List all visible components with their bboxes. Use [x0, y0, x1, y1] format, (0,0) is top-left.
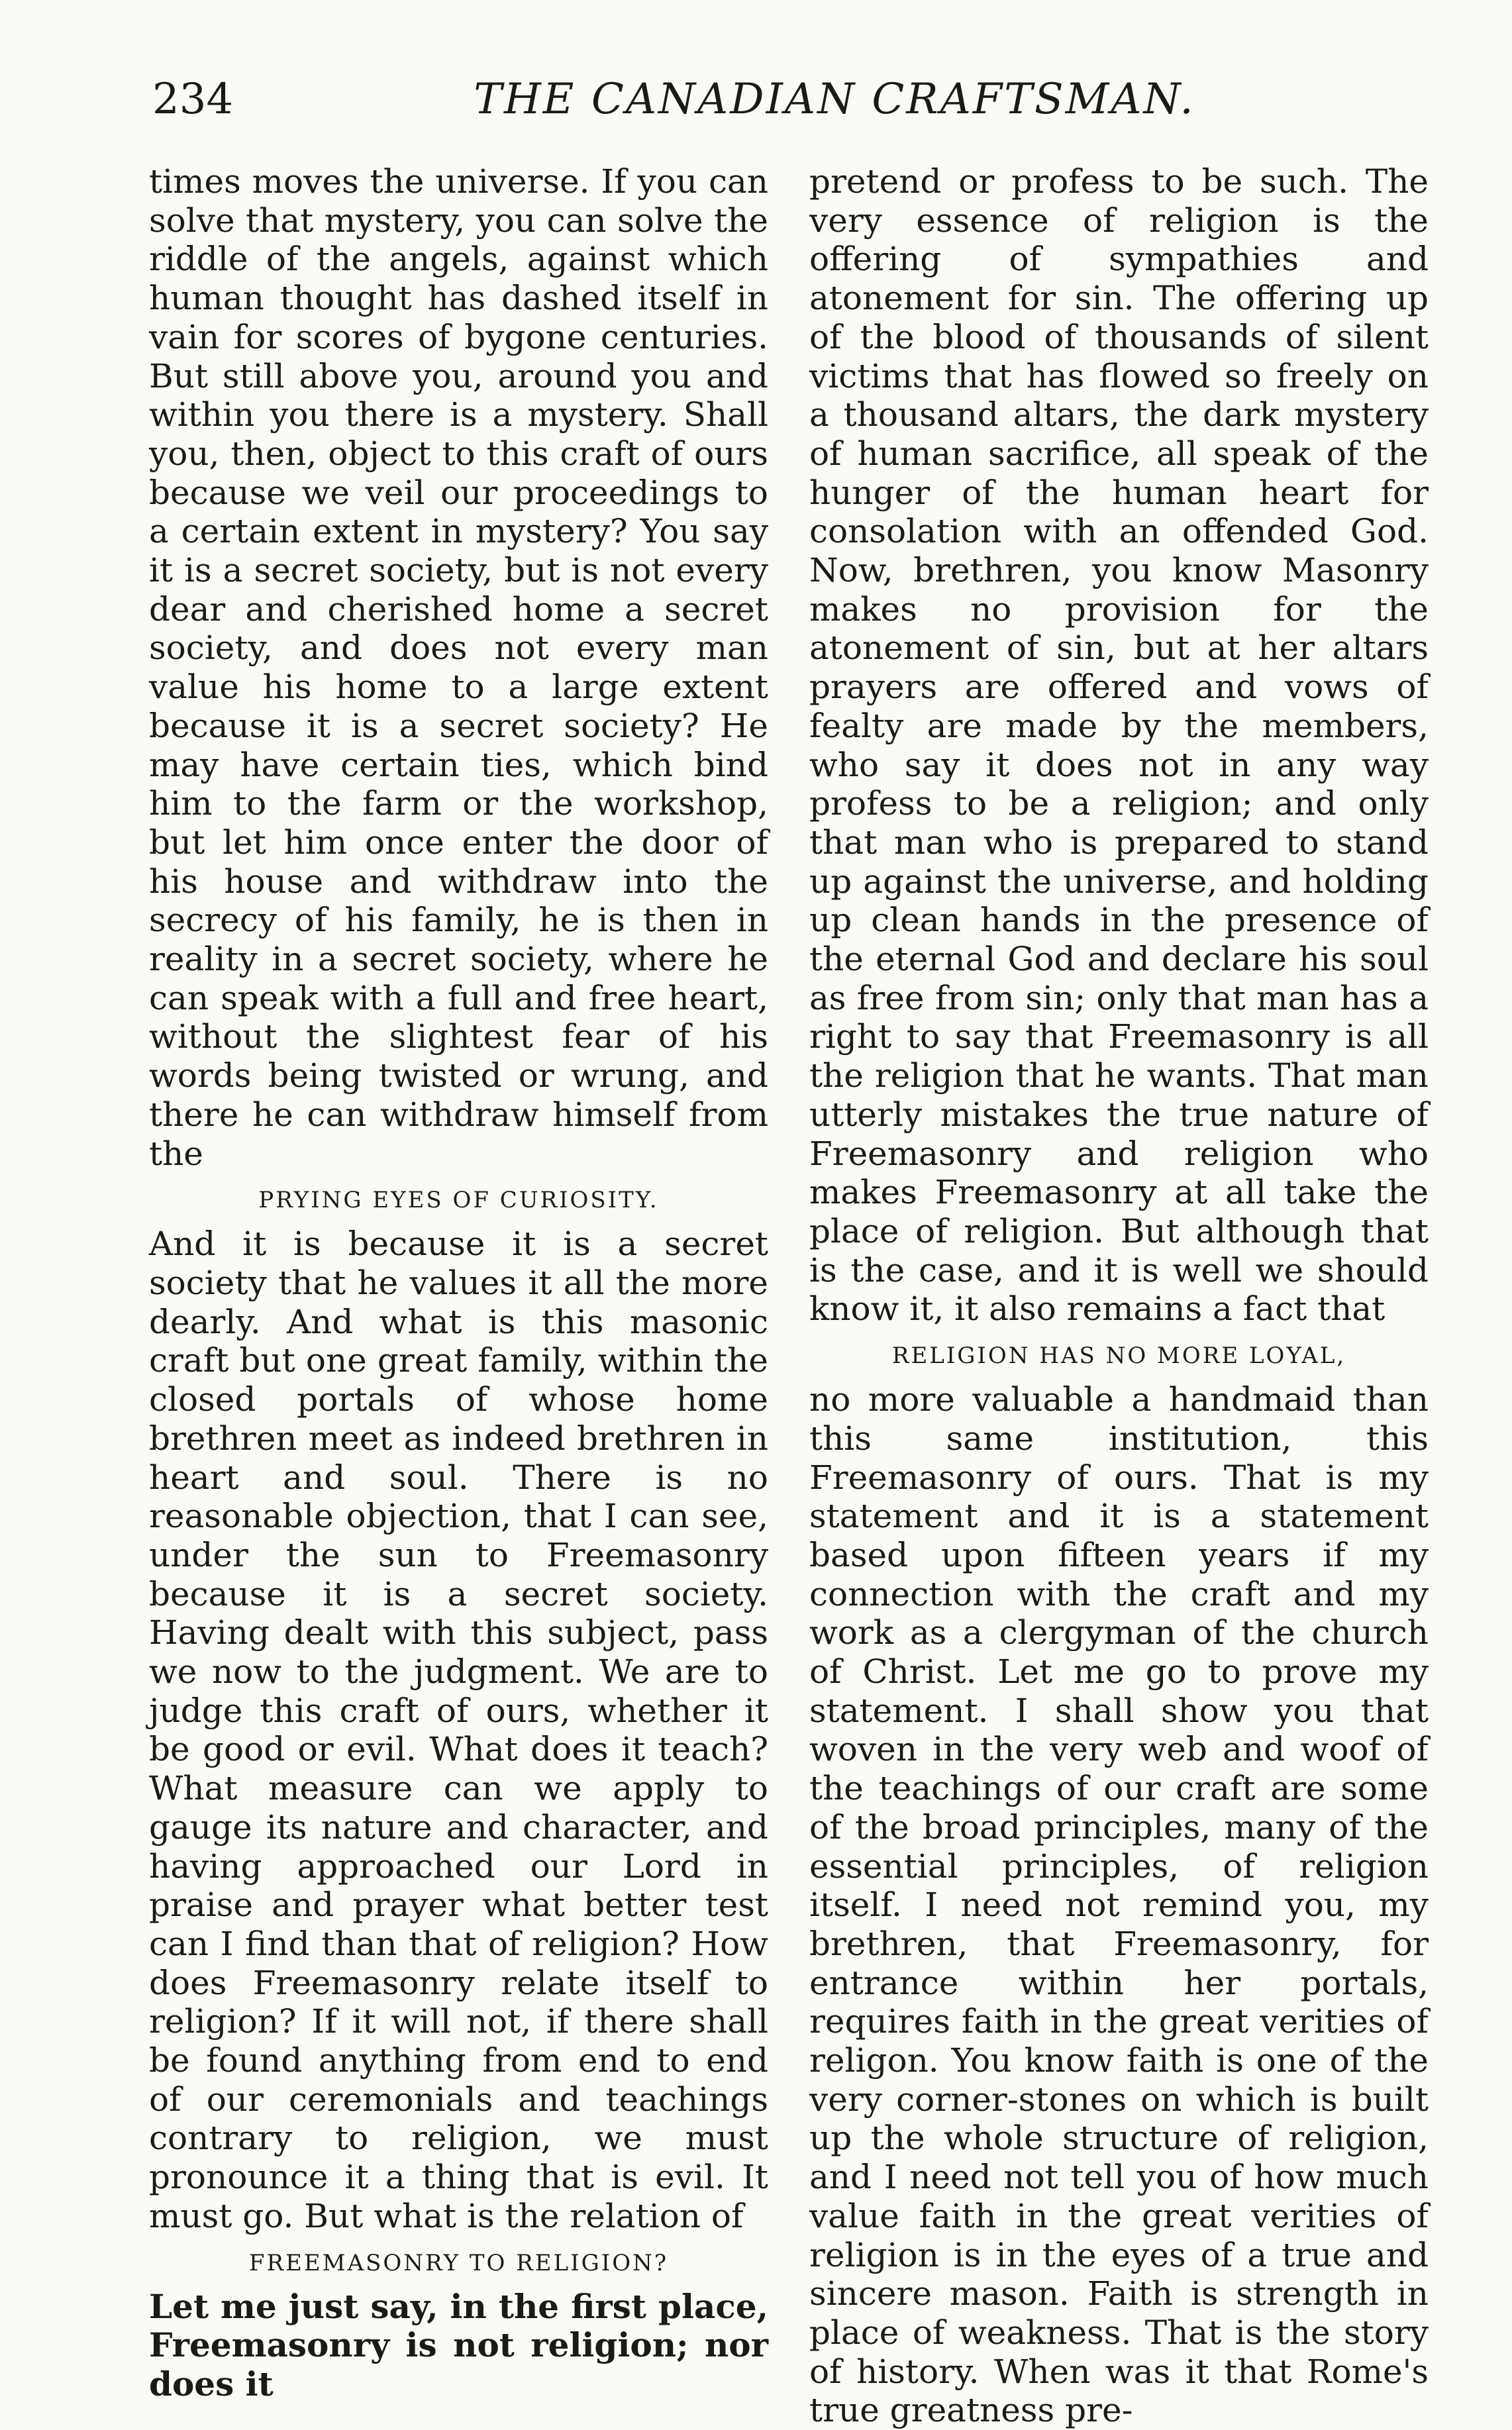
section-heading: PRYING EYES OF CURIOSITY. [258, 1187, 659, 1214]
paragraph: times moves the universe. If you can solve that mystery, you can solve the riddle of the angels, against which human thought has dashed itself in vain for scores of bygone centuries. But still above you, around you and within you there is a mystery. Shall you, then, object to this craft of ours because we veil our proceedings to a certain extent in mystery? You say it is a secret society, but is not every dear and cherished home a secret society, and does not every man value his home to a large extent because it is a secret society? He may have certain ties, which bind him to the farm or the workshop, but let him once enter the door of his house and withdraw into the secrecy of his family, he is then in reality in a secret society, where he can speak with a full and free heart, without the slightest fear of his words being twisted or wrung, and there he can withdraw himself from the [149, 162, 768, 1173]
right-column [809, 162, 1429, 2430]
running-head: THE CANADIAN CRAFTSMAN. [474, 75, 1195, 124]
paragraph: pretend or profess to be such. The very essence of religion is the offering of sympathies and atonement for sin. The offering up of the blood of thousands of silent victims that has flowed so freely on a thousand altars, the dark mystery of human sacrifice, all speak of the hunger of the human heart for consolation with an offended God. Now, brethren, you know Masonry makes no provision for the atonement of sin, but at her altars prayers are offered and vows of fealty are made by the members, who say it does not in any way profess to be a religion; and only that man who is prepared to stand up against the universe, and holding up clean hands in the presence of the eternal God and declare his soul as free from sin; only that man has a right to say that Freemasonry is all the religion that he wants. That man utterly mistakes the true nature of Freemasonry and religion who makes Freemasonry at all take the place of religion. But although that is the case, and it is well we should know it, it also remains a fact that [809, 162, 1429, 1329]
paragraph: And it is because it is a secret society that he values it all the more dearly. And what is this masonic craft but one great family, within the closed portals of whose home brethren meet as indeed brethren in heart and soul. There is no reasonable objection, that I can see, under the sun to Freemasonry because it is a secret society. Having dealt with this subject, pass we now to the judgment. We are to judge this craft of ours, whether it be good or evil. What does it teach? What measure can we apply to gauge its nature and character, and having approached our Lord in praise and prayer what better test can I find than that of religion? How does Freemasonry relate itself to religion? If it will not, if there shall be found anything from end to end of our ceremonials and teachings contrary to religion, we must pronounce it a thing that is evil. It must go. But what is the relation of [149, 1225, 768, 2235]
left-column [149, 162, 768, 2404]
page-number: 234 [152, 75, 234, 124]
section-heading: RELIGION HAS NO MORE LOYAL, [891, 1342, 1346, 1370]
section-heading: FREEMASONRY TO RELIGION? [248, 2249, 669, 2276]
paragraph: no more valuable a handmaid than this same institution, this Freemasonry of ours. That is my statement and it is a statement based upon fifteen years if my connection with the craft and my work as a clergyman of the church of Christ. Let me go to prove my statement. I shall show you that woven in the very web and woof of the teachings of our craft are some of the broad principles, many of the essential principles, of religion itself. I need not remind you, my brethren, that Freemasonry, for entrance within her portals, requires faith in the great verities of religon. You know faith is one of the very corner-stones on which is built up the whole structure of religion, and I need not tell you of how much value faith in the great verities of religion is in the eyes of a true and sincere mason. Faith is strength in place of weakness. That is the story of history. When was it that Rome's true greatness pre- [809, 1380, 1429, 2430]
paragraph: Let me just say, in the first place, Freemasonry is not religion; nor does it [149, 2286, 768, 2404]
